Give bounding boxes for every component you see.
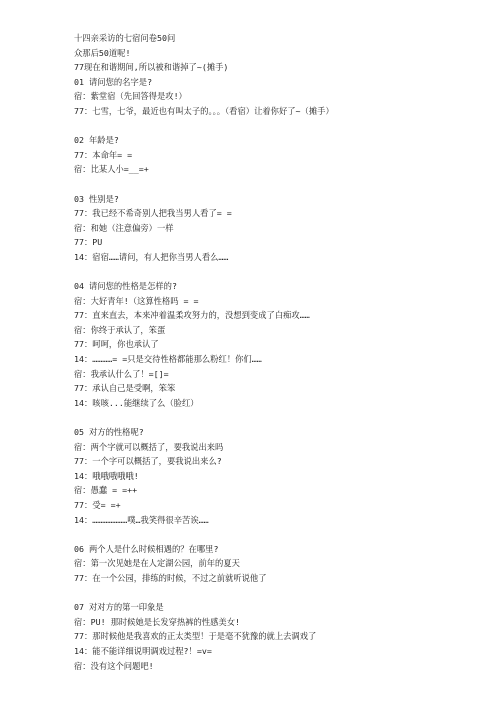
section-gap xyxy=(74,265,484,280)
answer-line: 77：承认自己是受啊，笨笨 xyxy=(74,383,176,394)
question-heading: 05 对方的性格呢? xyxy=(74,427,144,438)
answer-line: 宿：愚蠢 = =++ xyxy=(74,485,138,496)
answer-line: 宿：没有这个问题吧! xyxy=(74,660,154,671)
answer-line: 77：一个字可以概括了，要我说出来么? xyxy=(74,456,222,467)
answer-line: 77：受= =+ xyxy=(74,500,121,510)
answer-line: 宿：我承认什么了！=[]= xyxy=(74,368,169,379)
intro-line: 众那后50道呢! xyxy=(74,47,131,58)
question-heading: 02 年龄是? xyxy=(74,135,119,146)
answer-line: 14：…………………噗…我笑得很辛苦诶…… xyxy=(74,514,209,525)
intro-line: 77现在和谐期间,所以被和谐掉了~(摊手) xyxy=(74,62,229,73)
question-heading: 06 两个人是什么时候相遇的？在哪里? xyxy=(74,543,219,554)
section-gap xyxy=(74,410,484,425)
answer-line: 宿：两个字就可以概括了，要我说出来吗 xyxy=(74,441,224,452)
document-body xyxy=(74,31,484,673)
section-gap xyxy=(74,177,484,192)
answer-line: 77：呵呵，你也承认了 xyxy=(74,339,159,350)
answer-line: 宿：第一次见她是在人定湖公园，前年的夏天 xyxy=(74,558,240,569)
answer-line: 77：那时候他是我喜欢的正太类型！于是毫不犹豫的就上去调戏了 xyxy=(74,631,317,642)
answer-line: 14：…………= =只是交待性格都能那么粉红！你们…… xyxy=(74,354,262,365)
answer-line: 77：我已经不希奇别人把我当男人看了= = xyxy=(74,208,232,219)
answer-line: 77：本命年= = xyxy=(74,149,133,160)
answer-line: 77：PU xyxy=(74,237,103,248)
section-gap xyxy=(74,527,484,542)
answer-line: 宿：比某人小=__=+ xyxy=(74,164,149,175)
answer-line: 宿：大好青年!（这算性格吗 = = xyxy=(74,295,199,306)
answer-line: 宿：紫堂宿（先回答得是攻!） xyxy=(74,91,187,102)
question-heading: 07 对对方的第一印象是 xyxy=(74,602,164,613)
answer-line: 宿：PU! 那时候她是长发穿热裤的性感美女! xyxy=(74,616,241,627)
question-heading: 01 请问您的名字是? xyxy=(74,76,153,87)
answer-line: 77：在一个公园，排练的时候，不过之前就听说他了 xyxy=(74,572,267,583)
section-gap xyxy=(74,586,484,601)
section-gap xyxy=(74,119,484,134)
answer-line: 14：哦哦哦哦哦! xyxy=(74,470,139,481)
answer-line: 宿：你终于承认了，笨蛋 xyxy=(74,324,166,335)
answer-line: 77：直来直去，本来冲着温柔攻努力的，没想到变成了白痴攻…… xyxy=(74,310,310,321)
document-title: 十四亲采访的七宿问卷50问 xyxy=(74,33,176,43)
answer-line: 宿：和她（注意偏旁）一样 xyxy=(74,222,174,233)
question-heading: 03 性别是? xyxy=(74,193,119,204)
answer-line: 14：宿宿……请问，有人把你当男人看么…… xyxy=(74,251,229,262)
answer-line: 14：咳咳...能继续了么（脸红） xyxy=(74,397,199,408)
question-heading: 04 请问您的性格是怎样的? xyxy=(74,281,177,292)
answer-line: 14：能不能详细说明调戏过程?！=v= xyxy=(74,645,212,656)
answer-line: 77：七雪，七爷，最近也有叫太子的。。。（看宿）让着你好了~（摊手） xyxy=(74,105,334,116)
